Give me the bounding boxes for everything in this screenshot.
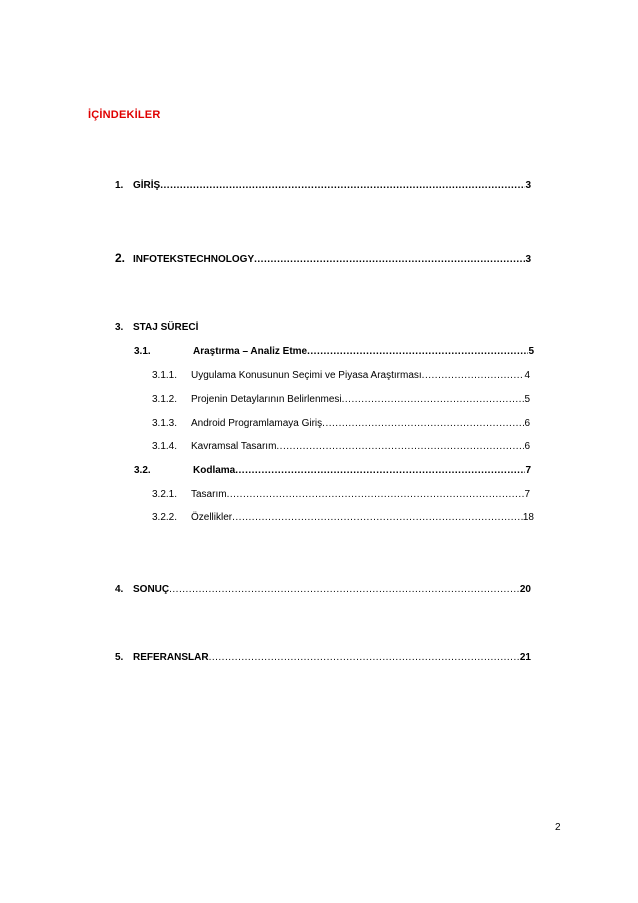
toc-entry-sonuc[interactable] xyxy=(115,584,531,596)
toc-entry-number: 1. xyxy=(115,180,124,191)
toc-entry-page: 3 xyxy=(525,180,531,191)
toc-leader-dots xyxy=(307,346,528,358)
toc-leader-dots xyxy=(276,441,524,453)
toc-entry-page: 5 xyxy=(524,394,530,405)
toc-entry-label: Kavramsal Tasarım xyxy=(191,441,277,452)
toc-entry-label: Kodlama xyxy=(193,465,236,476)
toc-entry-referanslar[interactable] xyxy=(115,652,531,664)
toc-entry-page: 6 xyxy=(524,441,530,452)
toc-title: İÇİNDEKİLER xyxy=(88,109,161,121)
toc-entry-giris[interactable] xyxy=(115,180,531,192)
toc-entry-page: 7 xyxy=(525,465,531,476)
toc-entry-label: Projenin Detaylarının Belirlenmesi xyxy=(191,394,342,405)
toc-entry-label: STAJ SÜRECİ xyxy=(133,322,199,333)
toc-entry-page: 4 xyxy=(524,370,530,381)
toc-entry-label: INFOTEKSTECHNOLOGY xyxy=(133,254,255,265)
toc-entry-staj-sureci[interactable] xyxy=(115,322,531,334)
toc-entry-label: REFERANSLAR xyxy=(133,652,209,663)
toc-entry-label: Uygulama Konusunun Seçimi ve Piyasa Araştırması xyxy=(191,370,422,381)
toc-leader-dots xyxy=(342,394,525,406)
toc-entry-number: 3. xyxy=(115,322,124,333)
toc-entry-tasarim[interactable] xyxy=(152,489,530,501)
toc-leader-dots xyxy=(209,652,520,664)
toc-entry-number: 5. xyxy=(115,652,124,663)
toc-entry-page: 20 xyxy=(519,584,531,595)
toc-entry-number: 3.1.3. xyxy=(152,418,178,429)
toc-leader-dots xyxy=(322,418,524,430)
toc-leader-dots xyxy=(160,180,525,192)
toc-leader-dots xyxy=(169,584,520,596)
toc-entry-kodlama[interactable] xyxy=(134,465,531,477)
toc-leader-dots xyxy=(254,254,525,266)
toc-entry-label: GİRİŞ xyxy=(133,180,161,191)
toc-entry-label: SONUÇ xyxy=(133,584,170,595)
toc-entry-number: 3.1. xyxy=(134,346,151,357)
toc-entry-label: Özellikler xyxy=(191,512,233,523)
toc-entry-number: 3.1.4. xyxy=(152,441,178,452)
toc-leader-dots xyxy=(227,489,525,501)
toc-entry-android-programlama[interactable] xyxy=(152,418,530,430)
toc-entry-ozellikler[interactable] xyxy=(152,512,534,524)
toc-entry-uygulama-konusu[interactable] xyxy=(152,370,530,382)
toc-leader-dots xyxy=(235,465,525,477)
toc-entry-page: 6 xyxy=(524,418,530,429)
toc-entry-page: 3 xyxy=(525,254,531,265)
toc-entry-kavramsal-tasarim[interactable] xyxy=(152,441,530,453)
toc-entry-number: 3.1.1. xyxy=(152,370,178,381)
toc-entry-number: 3.2.1. xyxy=(152,489,178,500)
toc-entry-number: 3.2. xyxy=(134,465,151,476)
toc-entry-number: 2. xyxy=(115,251,126,265)
toc-entry-number: 4. xyxy=(115,584,124,595)
toc-entry-projenin-detaylari[interactable] xyxy=(152,394,530,406)
toc-entry-page: 7 xyxy=(524,489,530,500)
page-number: 2 xyxy=(555,822,561,833)
toc-leader-dots xyxy=(232,512,523,524)
toc-entry-number: 3.1.2. xyxy=(152,394,178,405)
toc-entry-infoteks[interactable] xyxy=(115,252,531,266)
toc-entry-page: 21 xyxy=(519,652,531,663)
toc-entry-label: Android Programlamaya Giriş xyxy=(191,418,323,429)
toc-entry-page: 5 xyxy=(528,346,534,357)
toc-entry-arastirma[interactable] xyxy=(134,346,534,358)
toc-entry-page: 18 xyxy=(522,512,534,523)
toc-leader-dots xyxy=(422,370,525,382)
toc-entry-label: Tasarım xyxy=(191,489,227,500)
toc-entry-number: 3.2.2. xyxy=(152,512,178,523)
toc-entry-label: Araştırma – Analiz Etme xyxy=(193,346,308,357)
